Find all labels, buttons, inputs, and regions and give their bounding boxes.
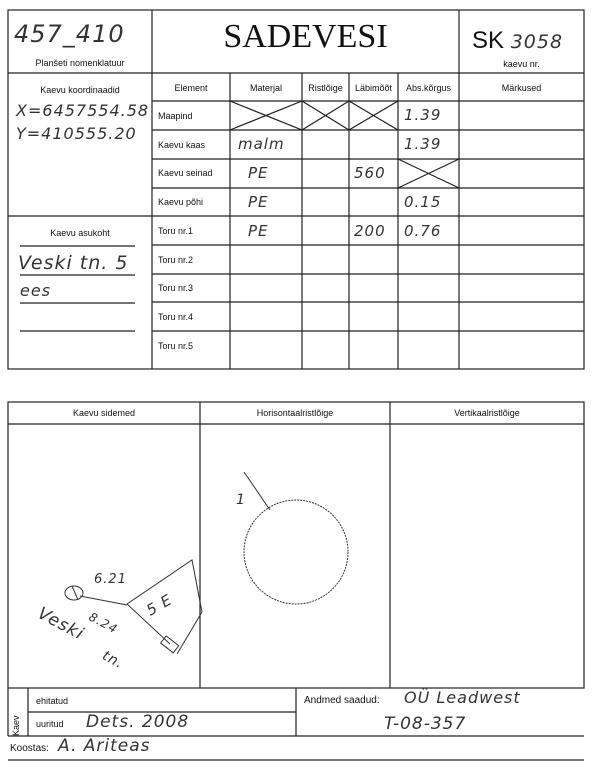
row-element-label: Toru nr.3 [158,283,194,293]
andmed-label: Andmed saadud: [304,695,380,706]
toru1-abs-value: 0.76 [404,222,442,240]
kaevu-pohi-materjal-value: PE [248,193,269,211]
kaevu-kaas-abs-value: 1.39 [404,135,442,153]
koostas-label: Koostas: [10,743,49,754]
row-element-label: Kaevu seinad [158,168,213,178]
row-element-label: Kaevu põhi [158,197,204,207]
andmed-value-2: T-08-357 [384,714,467,734]
location-label: Kaevu asukoht [50,228,110,238]
connection-sketch-drawing [65,560,202,654]
sk-prefix: SK [472,27,505,54]
kaevu-seinad-materjal-value: PE [248,164,269,182]
distance-label-1: 6.21 [94,572,127,587]
col-header-element: Element [174,83,208,93]
kaevu-pohi-abs-value: 0.15 [404,193,442,211]
maapind-abs-value: 1.39 [404,106,442,124]
sk-label: kaevu nr. [503,59,540,69]
location-line2: ees [20,281,52,300]
pipe-number-label: 1 [236,492,246,508]
street-label-word1: Veski [34,603,88,645]
toru1-materjal-value: PE [248,222,269,240]
col-header-markused: Märkused [501,83,542,93]
sk-number: 3058 [510,31,564,53]
coord-x-value: X=6457554.58 [16,101,150,120]
location-line1: Veski tn. 5 [18,252,129,274]
street-label-word2: tn. [99,647,127,673]
col-header-ristloige: Ristlõige [308,83,343,93]
row-element-label: Toru nr.1 [158,226,194,236]
sketch-col-horisontaal: Horisontaalristlõige [256,408,334,418]
page-title: SADEVESI [223,18,388,55]
horizontal-section-drawing [244,472,348,604]
uuritud-label: uuritud [36,719,64,729]
toru1-labimoot-value: 200 [354,222,386,240]
row-element-label: Toru nr.2 [158,255,194,265]
distance-label-2: 8.24 [86,609,121,637]
col-header-abs-korgus: Abs.kõrgus [405,83,452,93]
ehitatud-label: ehitatud [36,696,69,706]
building-label: 5 E [143,590,176,620]
koostas-value: A. Ariteas [58,736,151,756]
nomenclature-value: 457_410 [14,20,125,48]
row-element-label: Kaevu kaas [158,140,206,150]
row-element-label: Toru nr.5 [158,341,194,351]
kaevu-seinad-labimoot-value: 560 [354,164,386,182]
sketch-col-sidemed: Kaevu sidemed [72,408,136,418]
uuritud-value: Dets. 2008 [86,712,190,732]
andmed-value-1: OÜ Leadwest [404,688,521,707]
col-header-materjal: Materjal [249,83,282,93]
nomenclature-label: Planšeti nomenklatuur [35,58,125,68]
kaevu-kaas-materjal-value: malm [238,135,285,153]
coords-label: Kaevu koordinaadid [40,85,120,95]
kaev-label: Kaev [11,715,21,736]
sk-number-block [472,27,563,55]
coord-y-value: Y=410555.20 [16,124,137,143]
row-element-label: Maapind [158,111,193,121]
sketch-col-vertikaal: Vertikaalristlõige [454,408,520,418]
col-header-labimoot: Läbimõõt [354,83,393,93]
row-element-label: Toru nr.4 [158,312,194,322]
